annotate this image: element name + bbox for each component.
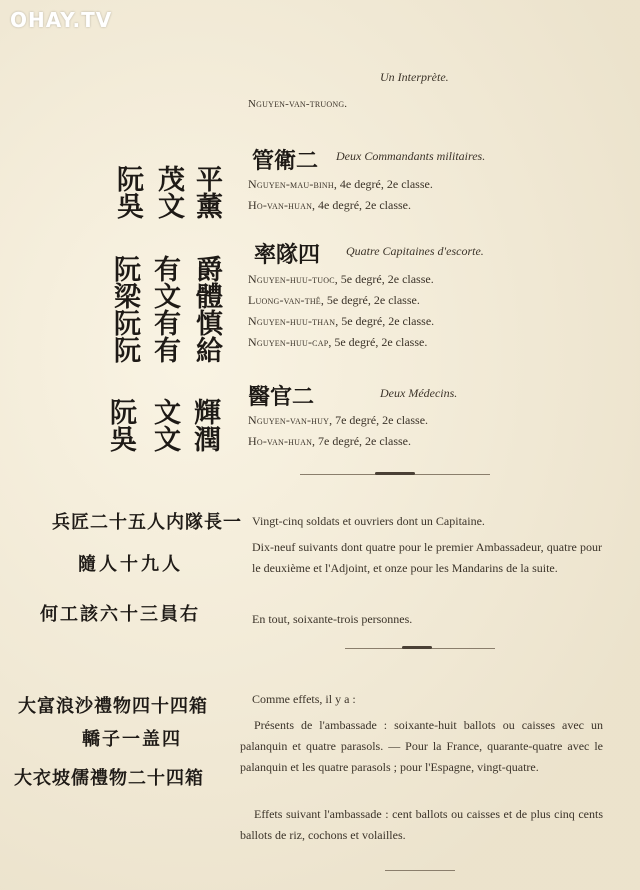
suivants-paragraph: Dix-neuf suivants dont quatre pour le premier Ambassadeur, quatre pour le deuxième et l'Adjoint, et onze pour les Mandarins de la suite. — [252, 540, 602, 575]
commandants-chinese-col-3: 阮吳 — [112, 165, 143, 219]
medecin-entry: Ho-van-huan, 7e degré, 2e classe. — [248, 434, 411, 448]
capitaine-entry: Luong-van-thê, 5e degré, 2e classe. — [248, 293, 420, 307]
soldats-chinese-line-3: 何工該六十三員右 — [40, 604, 200, 625]
commandant-entry: Nguyen-mau-binh, 4e degré, 2e classe. — [248, 177, 433, 191]
commandant-entry: Ho-van-huan, 4e degré, 2e classe. — [248, 198, 411, 212]
interprete-label: Un Interprète. — [380, 70, 449, 84]
capitaines-chinese-col-2: 有文有有 — [149, 255, 180, 363]
capitaine-entry: Nguyen-huu-cap, 5e degré, 2e classe. — [248, 335, 428, 349]
commandants-chinese-heading: 管衛二 — [252, 148, 319, 174]
capitaines-title: Quatre Capitaines d'escorte. — [346, 244, 484, 258]
medecins-chinese-col-3: 阮吳 — [105, 398, 136, 452]
medecins-chinese-heading: 醫官二 — [248, 384, 315, 410]
divider-ornament — [402, 646, 432, 649]
effets-suivant-paragraph: Effets suivant l'ambassade : cent ballots ou caisses et de plus cinq cents ballots de riz, cochons et volailles. — [240, 807, 603, 842]
effets-chinese-line-2: 轎子一盖四 — [82, 729, 182, 750]
soldats-chinese-line-1: 兵匠二十五人内隊長一 — [52, 512, 242, 533]
medecins-chinese-col-1: 輝潤 — [189, 398, 220, 452]
watermark-logo: OHAY.TV — [10, 8, 113, 32]
capitaine-entry: Nguyen-huu-tuoc, 5e degré, 2e classe. — [248, 272, 434, 286]
capitaines-chinese-heading: 率隊四 — [254, 242, 321, 268]
capitaine-entry: Nguyen-huu-than, 5e degré, 2e classe. — [248, 314, 435, 328]
medecin-entry: Nguyen-van-huy, 7e degré, 2e classe. — [248, 413, 429, 427]
capitaines-chinese-col-3: 阮梁阮阮 — [109, 255, 140, 363]
commandants-chinese-col-2: 茂文 — [153, 165, 184, 219]
total-text: En tout, soixante-trois personnes. — [252, 612, 413, 626]
effets-chinese-line-1: 大富浪沙禮物四十四箱 — [18, 696, 208, 717]
soldats-text: Vingt-cinq soldats et ouvriers dont un Capitaine. — [252, 514, 485, 528]
divider-ornament — [375, 472, 415, 475]
capitaines-chinese-col-1: 爵體慎給 — [191, 255, 222, 363]
interprete-name: Nguyen-van-truong. — [248, 98, 348, 110]
soldats-chinese-line-2: 隨人十九人 — [78, 554, 183, 575]
presents-paragraph: Présents de l'ambassade : soixante-huit ballots ou caisses avec un palanquin et quatre parasols. — Pour la France, quarante-quatre avec le palanquin et les quatre parasols ; pour l'Espagne, vingt-quatre. — [240, 718, 603, 774]
medecins-title: Deux Médecins. — [380, 386, 458, 400]
effets-intro: Comme effets, il y a : — [252, 692, 356, 706]
commandants-title: Deux Commandants militaires. — [336, 149, 486, 163]
effets-chinese-line-3: 大衣坡儒禮物二十四箱 — [14, 768, 204, 789]
commandants-chinese-col-1: 平薰 — [191, 165, 222, 219]
medecins-chinese-col-2: 文文 — [149, 398, 180, 452]
bottom-divider — [385, 870, 455, 871]
